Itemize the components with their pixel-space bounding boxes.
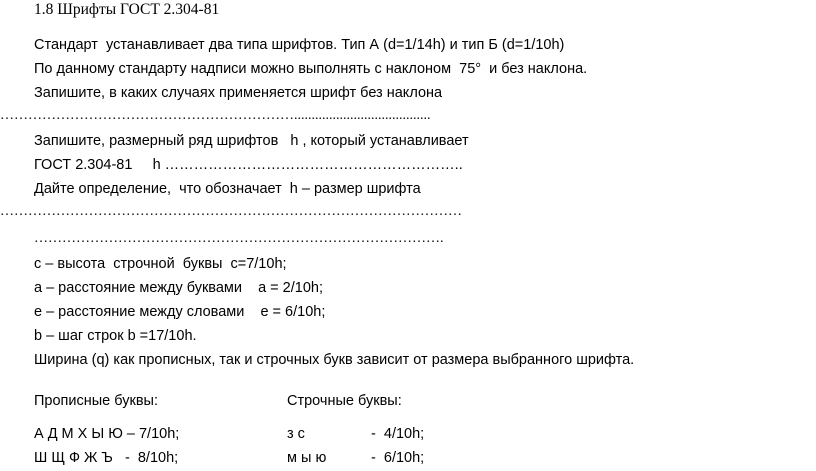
answer-dots-2: ……………………………………………………………………………………… [0,204,462,219]
standard-text: Стандарт устанавливает два типа шрифтов. Тип А (d=1/14h) и тип Б (d=1/10h) [34,37,565,53]
answer-dots-3: ……………………………………………………………………………. [34,231,444,246]
upper-row-2: Ш Щ Ф Ж Ъ - 8/10h; [34,450,179,466]
lower-header: Строчные буквы: [287,393,402,409]
section-heading: 1.8 Шрифты ГОСТ 2.304-81 [34,1,220,18]
task-no-incline: Запишите, в каких случаях применяется шрифт без наклона [34,85,443,101]
lower-row-1: з с [287,426,305,442]
task-define-h: Дайте определение, что обозначает h – размер шрифта [34,181,421,197]
def-b: b – шаг строк b =17/10h. [34,328,197,344]
upper-row-1: А Д М Х Ы Ю – 7/10h; [34,426,180,442]
lower-row-2: м ы ю [287,450,327,466]
gost-h-line: ГОСТ 2.304-81 h …………………………………………………….. [34,157,463,173]
width-text: Ширина (q) как прописных, так и строчных букв зависит от размера выбранного шрифта. [34,352,635,368]
answer-dots-1: ………………………………………………………....................................... [0,108,431,123]
def-c: с – высота строчной буквы с=7/10h; [34,256,287,272]
task-size-series: Запишите, размерный ряд шрифтов h , который устанавливает [34,133,469,149]
upper-header: Прописные буквы: [34,393,159,409]
def-e: е – расстояние между словами е = 6/10h; [34,304,326,320]
lower-row-1-value: - 4/10h; [371,426,425,442]
lower-row-2-value: - 6/10h; [371,450,425,466]
incline-text: По данному стандарту надписи можно выполнять с наклоном 75° и без наклона. [34,61,588,77]
def-a: а – расстояние между буквами а = 2/10h; [34,280,323,296]
